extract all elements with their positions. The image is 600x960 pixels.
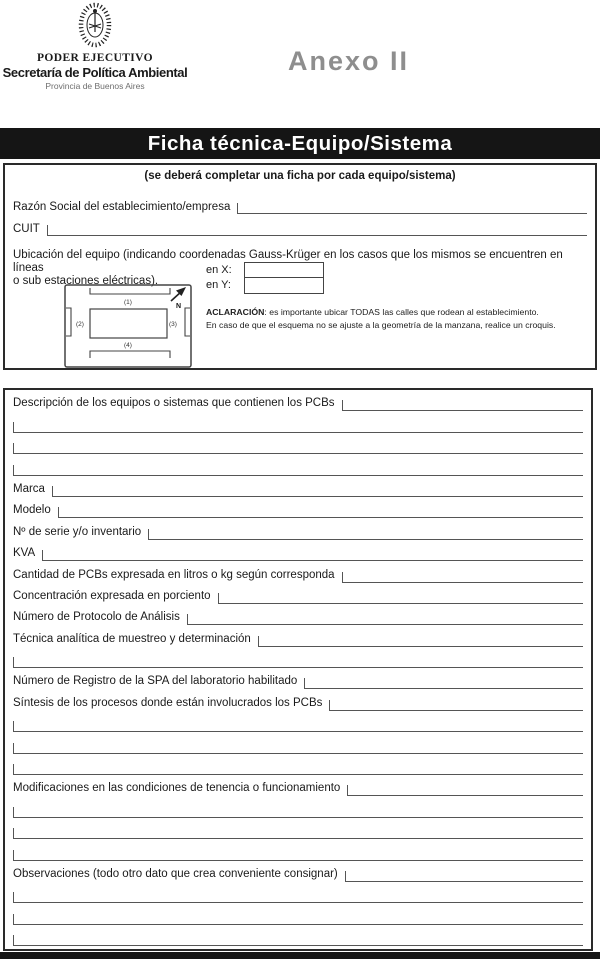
form-field-row [13, 775, 583, 796]
street-3-label: (3) [169, 321, 177, 328]
form-field-row [13, 689, 583, 710]
field-label: Descripción de los equipos o sistemas que contienen los PCBs [13, 397, 335, 410]
continuation-write-line[interactable] [13, 443, 583, 454]
aclaracion-text2: En caso de que el esquema no se ajuste a la geometría de la manzana, realice un croquis. [206, 320, 556, 330]
writing-line-row [13, 925, 583, 946]
ubicacion-line1: Ubicación del equipo (indicando coordenadas Gauss-Krüger en los casos que los mismos se encuentren en líneas [13, 249, 563, 274]
coord-y-row [206, 277, 324, 293]
field-label: Nº de serie y/o inventario [13, 525, 142, 538]
form-field-row [13, 497, 583, 518]
block-location-diagram [64, 284, 192, 368]
continuation-write-line[interactable] [13, 828, 583, 839]
form-field-row [13, 668, 583, 689]
continuation-write-line[interactable] [13, 422, 583, 433]
writing-line-row [13, 818, 583, 839]
field-label: Número de Registro de la SPA del laboratorio habilitado [13, 675, 298, 688]
org-name-line1: PODER EJECUTIVO [37, 52, 153, 64]
field-label: Número de Protocolo de Análisis [13, 611, 180, 624]
field-write-line[interactable] [342, 572, 583, 583]
field-write-line[interactable] [218, 593, 583, 604]
form-subtitle: (se deberá completar una ficha por cada equipo/sistema) [144, 170, 456, 182]
street-2-label: (2) [76, 321, 84, 328]
form-field-row [13, 476, 583, 497]
coord-y-label: en Y: [206, 279, 231, 291]
org-name-line3: Provincia de Buenos Aires [45, 81, 145, 91]
form-field-row [13, 390, 583, 411]
field-label: Concentración expresada en porciento [13, 589, 211, 602]
form-title-bar [0, 128, 600, 159]
field-write-line[interactable] [52, 486, 583, 497]
street-4-label: (4) [124, 342, 132, 349]
form-field-row [13, 583, 583, 604]
field-label: Observaciones (todo otro dato que crea conveniente consignar) [13, 867, 338, 880]
continuation-write-line[interactable] [13, 807, 583, 818]
coord-x-label: en X: [206, 264, 232, 276]
field-label: Modificaciones en las condiciones de tenencia o funcionamiento [13, 782, 341, 795]
north-arrow-icon [171, 287, 186, 310]
field-write-line[interactable] [58, 507, 583, 518]
continuation-write-line[interactable] [13, 657, 583, 668]
writing-line-row [13, 882, 583, 903]
writing-line-row [13, 732, 583, 753]
cuit-row [13, 220, 587, 236]
field-label: KVA [13, 547, 36, 560]
field-write-line[interactable] [148, 529, 583, 540]
gauss-kruger-coords [206, 262, 324, 293]
continuation-write-line[interactable] [13, 721, 583, 732]
writing-line-row [13, 711, 583, 732]
writing-line-row [13, 839, 583, 860]
aclaracion-line1 [206, 306, 598, 319]
form-field-row [13, 625, 583, 646]
writing-line-row [13, 754, 583, 775]
cuit-label: CUIT [13, 223, 40, 235]
field-write-line[interactable] [347, 785, 583, 796]
cuit-write-line[interactable] [47, 225, 587, 236]
continuation-write-line[interactable] [13, 850, 583, 861]
ubicacion-line2: o sub estaciones eléctricas). [13, 275, 159, 287]
writing-line-row [13, 454, 583, 475]
field-write-line[interactable] [329, 700, 583, 711]
writing-line-row [13, 903, 583, 924]
continuation-write-line[interactable] [13, 892, 583, 903]
field-write-line[interactable] [187, 614, 583, 625]
aclaracion-title: ACLARACIÓN [206, 307, 265, 317]
field-label: Marca [13, 482, 45, 495]
aclaracion-note [206, 306, 598, 332]
aclaracion-text1: : es importante ubicar TODAS las calles que rodean al establecimiento. [264, 307, 539, 317]
razon-social-write-line[interactable] [237, 203, 587, 214]
continuation-write-line[interactable] [13, 914, 583, 925]
field-label: Modelo [13, 504, 51, 517]
field-write-line[interactable] [258, 636, 583, 647]
writing-line-row [13, 647, 583, 668]
equipment-rows [13, 390, 583, 946]
continuation-write-line[interactable] [13, 465, 583, 476]
annex-label: Anexo II [288, 46, 410, 76]
identification-section [3, 163, 597, 370]
razon-social-row [13, 198, 587, 214]
razon-social-label: Razón Social del establecimiento/empresa [13, 201, 231, 213]
continuation-write-line[interactable] [13, 764, 583, 775]
field-label: Cantidad de PCBs expresada en litros o kg según corresponda [13, 568, 335, 581]
field-write-line[interactable] [345, 871, 583, 882]
coord-y-input-box[interactable] [244, 277, 324, 294]
continuation-write-line[interactable] [13, 743, 583, 754]
field-write-line[interactable] [304, 678, 583, 689]
equipment-section [3, 388, 593, 951]
street-1-label: (1) [124, 299, 132, 306]
field-write-line[interactable] [42, 550, 583, 561]
field-label: Técnica analítica de muestreo y determinación [13, 632, 251, 645]
field-label: Síntesis de los procesos donde están involucrados los PCBs [13, 696, 323, 709]
form-field-row [13, 561, 583, 582]
form-field-row [13, 604, 583, 625]
writing-line-row [13, 411, 583, 432]
footer-bar [0, 952, 600, 959]
form-title: Ficha técnica-Equipo/Sistema [147, 132, 453, 155]
form-field-row [13, 540, 583, 561]
form-field-row [13, 518, 583, 539]
letterhead [0, 2, 190, 91]
continuation-write-line[interactable] [13, 935, 583, 946]
coat-of-arms-icon [67, 2, 123, 50]
north-label: N [176, 303, 182, 310]
org-name-line2: Secretaría de Política Ambiental [2, 65, 188, 80]
form-field-row [13, 861, 583, 882]
writing-line-row [13, 433, 583, 454]
field-write-line[interactable] [342, 400, 583, 411]
writing-line-row [13, 796, 583, 817]
